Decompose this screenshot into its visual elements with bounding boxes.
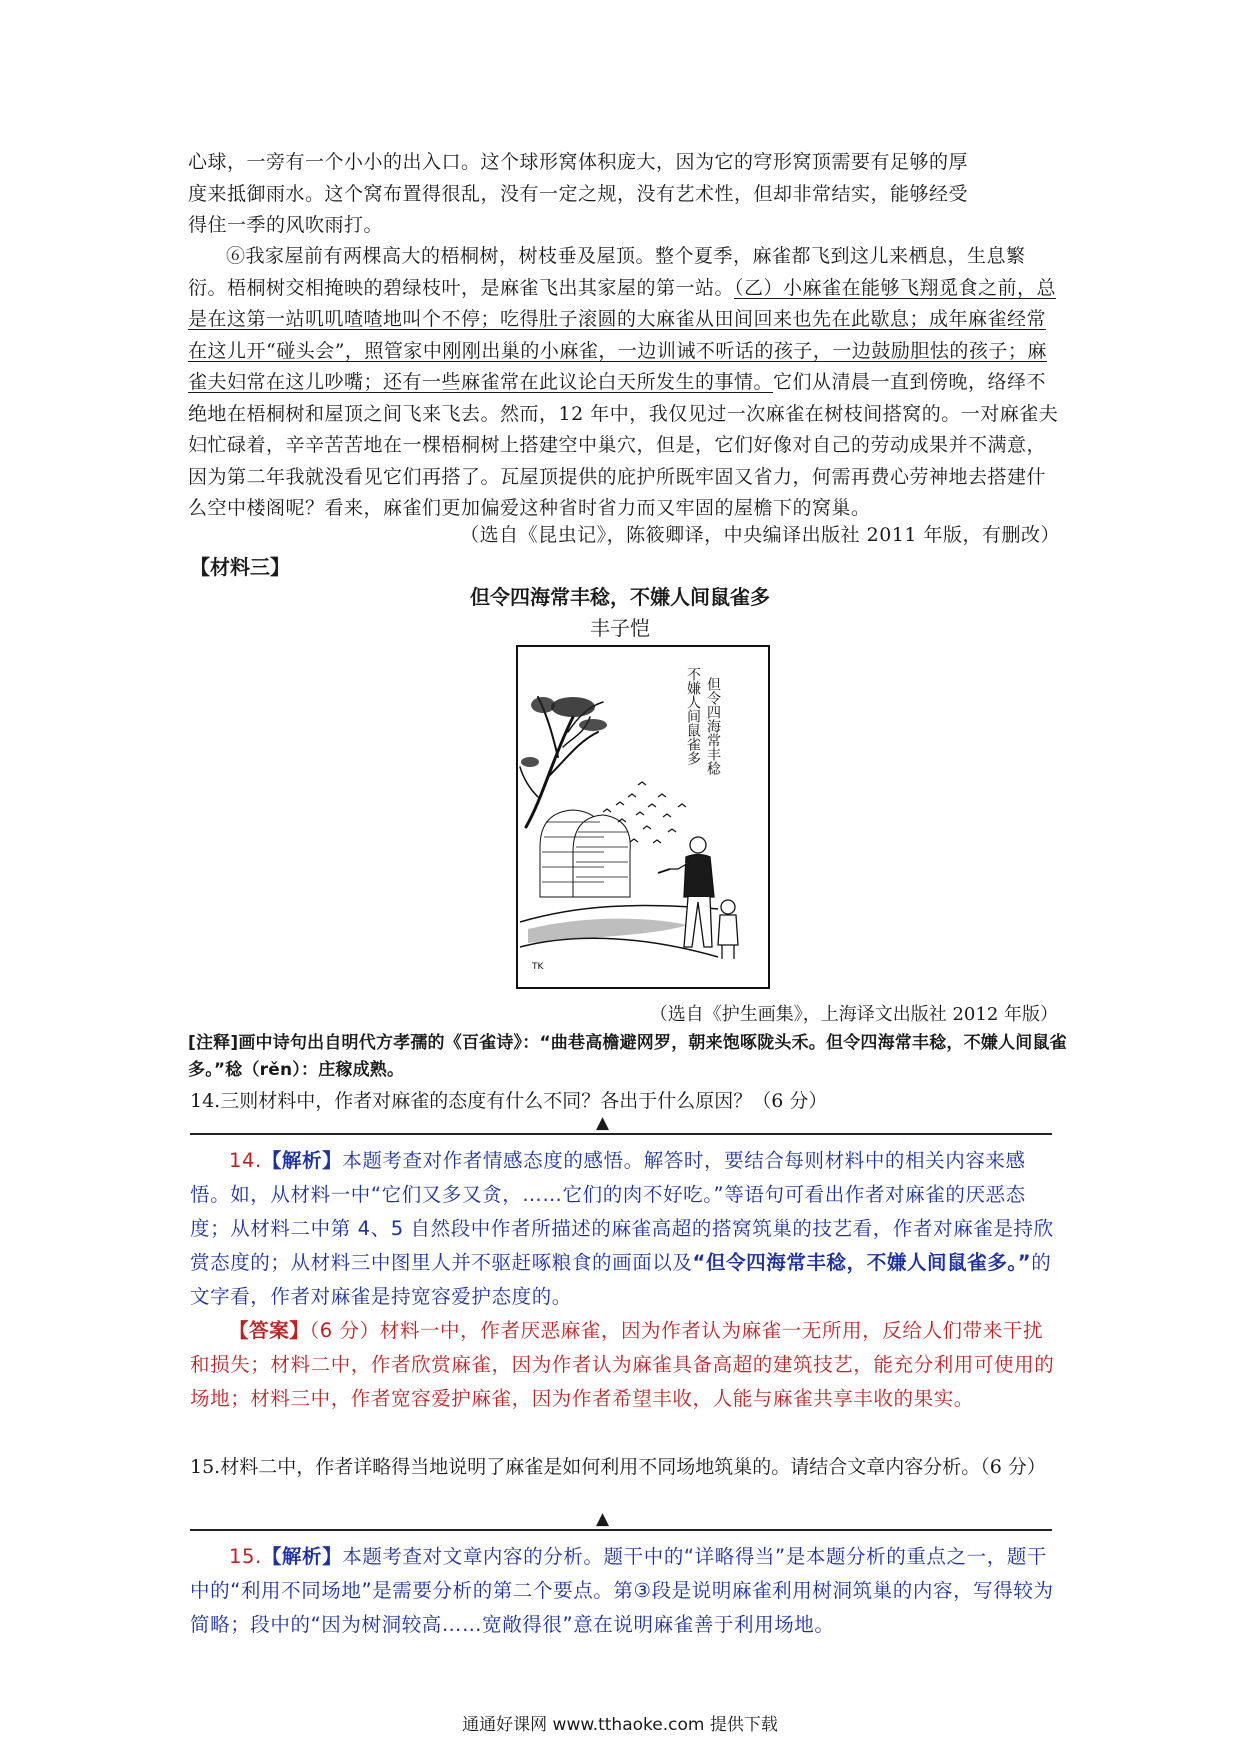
answer-marker-15: ▲ [596,1509,610,1529]
paragraph-6-start: ⑥我家屋前有两棵高大的梧桐树，树枝垂及屋顶。整个夏季，麻雀都飞到这儿来栖息，生息繁衍。梧桐树交相掩映的碧绿枝叶，是麻雀飞出其家屋的第一站。 [188,245,1026,299]
answer-tag: 【答案】 [229,1319,310,1342]
analysis-bold-quote: “但令四海常丰稔，不嫌人间鼠雀多。” [692,1251,1032,1274]
question-15: 15.材料二中，作者详略得当地说明了麻雀是如何利用不同场地筑巢的。请结合文章内容分析。（6 分） [190,1456,1046,1478]
painting-title: 但令四海常丰稔，不嫌人间鼠雀多 [470,585,770,609]
answer-text: （6 分）材料一中，作者厌恶麻雀，因为作者认为麻雀一无所用，反给人们带来干扰和损失；材料二中，作者欣赏麻雀，因为作者认为麻雀具备高超的建筑技艺，能充分利用可使用的场地；材料三中，作者宽容爱护麻雀，因为作者希望丰收，人能与麻雀共享丰收的果实。 [190,1319,1055,1410]
grain-field [528,919,688,943]
painting-note: [注释]画中诗句出自明代方孝孺的《百雀诗》：“曲巷高檐避网罗，朝来饱啄陇头禾。但令四海常丰稔，不嫌人间鼠雀多。”稔（rěn）：庄稼成熟。 [188,1033,1067,1080]
page-footer: 通通好课网 www.tthaoke.com 提供下载 [462,1715,778,1735]
man-and-child [658,837,738,959]
painting-illustration [518,647,768,987]
analysis-text: 本题考查对文章内容的分析。题干中的“详略得当”是本题分析的重点之一，题干中的“利用不同场地”是需要分析的第二个要点。第③段是说明麻雀利用树洞筑巢的内容，写得较为简略；段中的“因为树洞较高……宽敞得很”意在说明麻雀善于利用场地。 [190,1545,1054,1636]
painting-caption: （选自《护生画集》，上海译文出版社 2012 年版） [649,1004,1058,1025]
paragraph-6-underlined: （乙）小麻雀在能够飞翔觅食之前，总是在这第一站叽叽喳喳地叫个不停；吃得肚子滚圆的大麻雀从田间回来也先在此歇息；成年麻雀经常在这儿开“碰头会”，照管家中刚刚出巢的小麻雀，一边训诫不听话的孩子，一边鼓励胆怯的孩子；麻雀夫妇常在这儿吵嘴；还有一些麻雀常在此议论白天所发生的事情。 [188,276,1057,393]
text-line: 度来抵御雨水。这个窝布置得很乱，没有一定之规，没有艺术性，但却非常结实，能够经受 [188,182,969,205]
divider-line [190,1133,1052,1135]
painting-image [516,645,770,989]
analysis-15 [190,1540,1062,1642]
material2-paragraph-6 [188,241,1060,525]
painting-inscription [685,667,721,775]
haystacks [540,810,630,897]
inscription-line: 但令四海常丰稔 [705,677,721,775]
analysis-number: 14. [229,1149,262,1172]
analysis-tag: 【解析】 [261,1149,343,1172]
paragraph-6-end: 它们从清晨一直到傍晚，络绎不绝地在梧桐树和屋顶之间飞来飞去。然而，12 年中，我仅见过一次麻雀在树枝间搭窝的。一对麻雀夫妇忙碌着，辛辛苦苦地在一棵梧桐树上搭建空中巢穴，但是，它们好像对自己的劳动成果并不满意，因为第二年我就没看见它们再搭了。瓦屋顶提供的庇护所既牢固又省力，何需再费心劳神地去搭建什么空中楼阁呢？看来，麻雀们更加偏爱这种省时省力而又牢固的屋檐下的窝巢。 [188,371,1059,519]
material2-source: （选自《昆虫记》，陈筱卿译，中央编译出版社 2011 年版，有删改） [460,524,1060,546]
question-14: 14.三则材料中，作者对麻雀的态度有什么不同？各出于什么原因？（6 分） [190,1090,828,1112]
material2-paragraph-top [188,147,1060,242]
material3-heading: 【材料三】 [190,555,290,579]
answer-14 [190,1314,1062,1416]
analysis-tag: 【解析】 [261,1545,343,1568]
answer-marker-14: ▲ [596,1113,610,1133]
divider-line [190,1529,1052,1531]
analysis-number: 15. [229,1545,262,1568]
analysis-text: 本题考查对作者情感态度的感悟。解答时，要结合每则材料中的相关内容来感悟。如，从材料一中“它们又多又贪，……它们的肉不好吃。”等语句可看出作者对麻雀的厌恶态度；从材料二中第 4、5 自然段中作者所描述的麻雀高超的搭窝筑巢的技艺看，作者对麻雀是持欣赏态度的；从材料三中图里人并不驱赶啄粮食的画面以及 [190,1149,1054,1274]
inscription-line: 不嫌人间鼠雀多 [685,667,701,765]
painting-author: 丰子恺 [590,616,650,640]
text-line: 心球，一旁有一个小小的出入口。这个球形窝体积庞大，因为它的穹形窝顶需要有足够的厚 [188,151,969,173]
analysis-14 [190,1144,1062,1314]
text-line: 得住一季的风吹雨打。 [188,214,384,236]
tree-foliage [521,697,607,767]
analysis-text-end: 的文字看，作者对麻雀是持宽容爱护态度的。 [190,1251,1052,1308]
painting-signature: TK [532,962,544,972]
